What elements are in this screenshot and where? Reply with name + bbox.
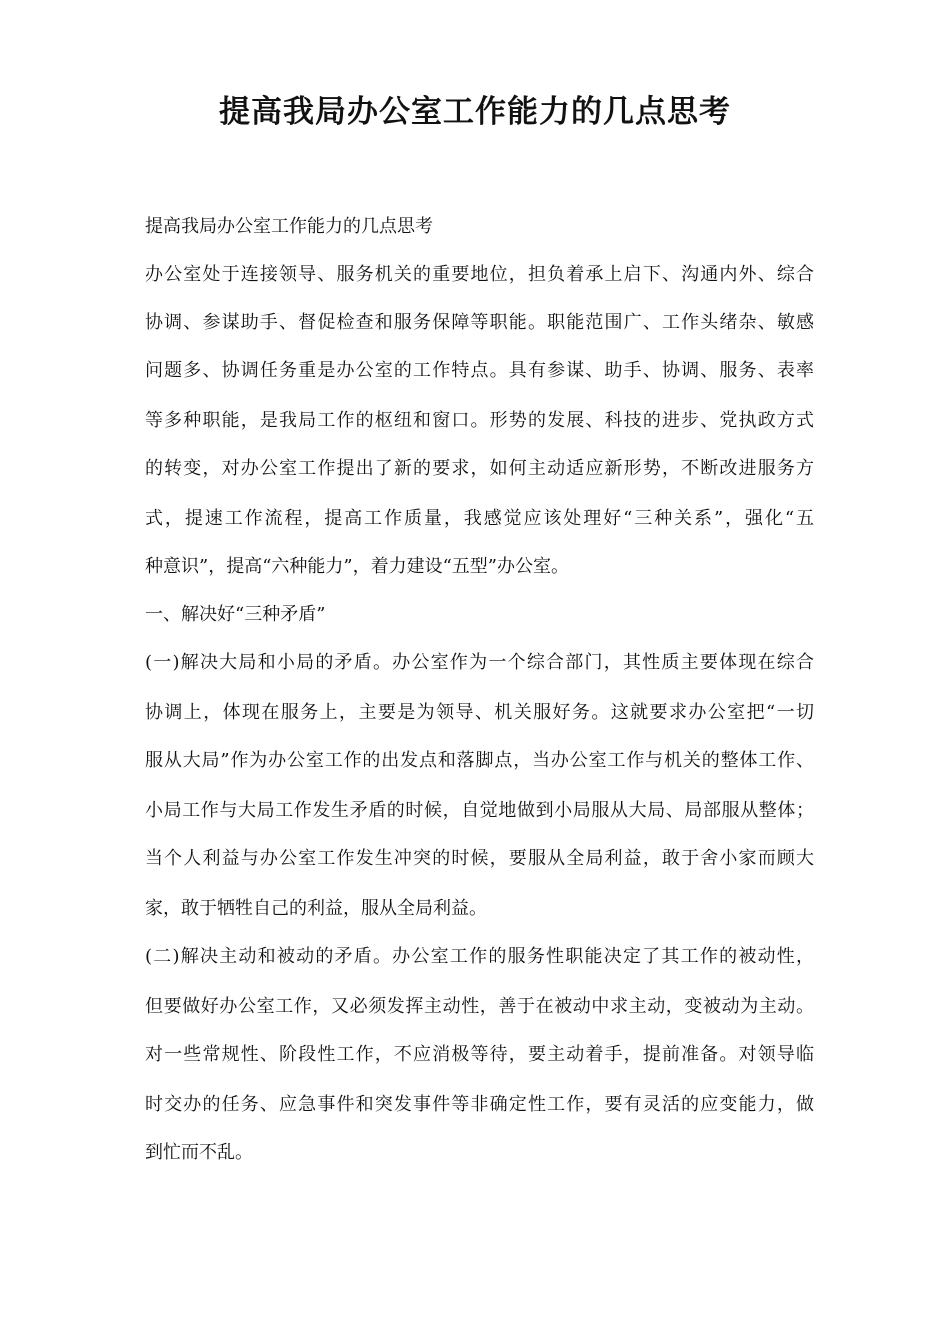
paragraph-line: 服从大局”作为办公室工作的出发点和落脚点，当办公室工作与机关的整体工作、 <box>145 750 814 771</box>
paragraph-line: 协调、参谋助手、督促检查和服务保障等职能。职能范围广、工作头绪杂、敏感 <box>145 312 814 333</box>
paragraph-line: 种意识”，提高“六种能力”，着力建设“五型”办公室。 <box>145 556 570 577</box>
paragraph-line: 家，敢于牺牲自己的利益，服从全局利益。 <box>145 898 487 919</box>
paragraph-line: 的转变，对办公室工作提出了新的要求，如何主动适应新形势，不断改进服务方 <box>145 458 814 479</box>
paragraph-line: 小局工作与大局工作发生矛盾的时候，自觉地做到小局服从大局、局部服从整体； <box>145 800 814 821</box>
paragraph-line: 等多种职能，是我局工作的枢纽和窗口。形势的发展、科技的进步、党执政方式 <box>145 410 814 431</box>
paragraph-line: 到忙而不乱。 <box>145 1142 253 1163</box>
paragraph-line: 式，提速工作流程，提高工作质量，我感觉应该处理好“三种关系”，强化“五 <box>145 508 814 529</box>
paragraph-line: 协调上，体现在服务上，主要是为领导、机关服好务。这就要求办公室把“一切 <box>145 702 814 723</box>
paragraph-line: 问题多、协调任务重是办公室的工作特点。具有参谋、助手、协调、服务、表率 <box>145 360 814 381</box>
paragraph-line: 办公室处于连接领导、服务机关的重要地位，担负着承上启下、沟通内外、综合 <box>145 264 814 285</box>
paragraph-line: 但要做好办公室工作，又必须发挥主动性，善于在被动中求主动，变被动为主动。 <box>145 996 814 1017</box>
paragraph-line: (一)解决大局和小局的矛盾。办公室作为一个综合部门，其性质主要体现在综合 <box>145 652 814 673</box>
document-title: 提高我局办公室工作能力的几点思考 <box>219 94 731 130</box>
paragraph-line: 提高我局办公室工作能力的几点思考 <box>145 216 433 237</box>
paragraph-line: 当个人利益与办公室工作发生冲突的时候，要服从全局利益，敢于舍小家而顾大 <box>145 848 814 869</box>
paragraph-line: 时交办的任务、应急事件和突发事件等非确定性工作，要有灵活的应变能力，做 <box>145 1094 814 1115</box>
paragraph-line: 对一些常规性、阶段性工作，不应消极等待，要主动着手，提前准备。对领导临 <box>145 1044 814 1065</box>
paragraph-line: 一、解决好“三种矛盾” <box>145 604 326 625</box>
paragraph-line: (二)解决主动和被动的矛盾。办公室工作的服务性职能决定了其工作的被动性， <box>145 946 814 967</box>
